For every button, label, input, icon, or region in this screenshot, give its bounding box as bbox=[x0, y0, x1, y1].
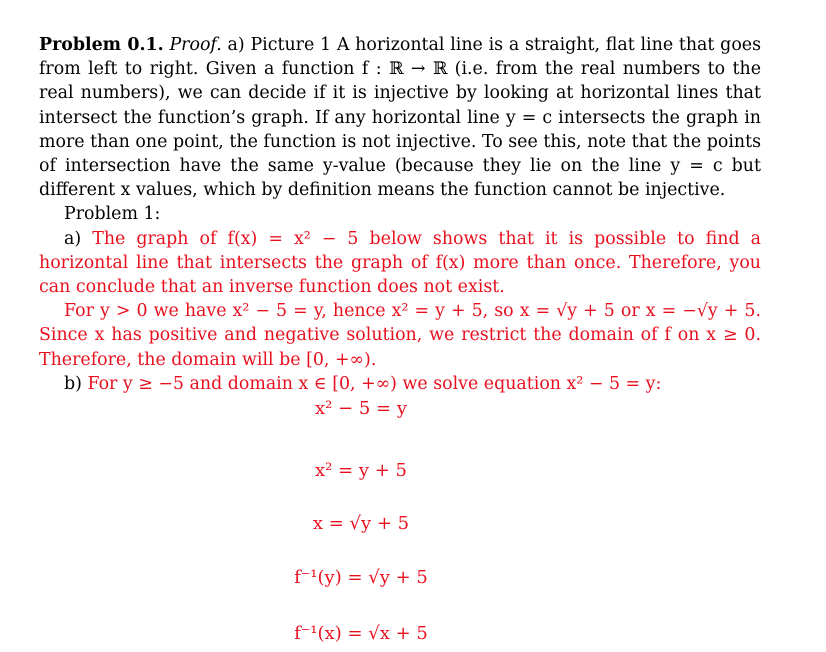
part-a-prefix: a) bbox=[64, 228, 82, 249]
intro-paragraph bbox=[39, 33, 761, 202]
equation-4: f⁻¹(y) = √y + 5 bbox=[294, 567, 428, 588]
intro-text: a) Picture 1 A horizontal line is a straight, flat line that goes from left to right. Given a function f : ℝ → ℝ (i.e. from the real numbers to the real numbers), we can decide if it is injective by looking at horizontal lines that intersect the function’s graph. If any horizontal line y = c intersects the graph in more than one point, the function is not injective. To see this, note that the points of intersection have the same y-value (because they lie on the line y = c but different x values, which by definition means the function cannot be injective. bbox=[39, 35, 761, 201]
part-a-domain-paragraph: For y > 0 we have x² − 5 = y, hence x² = y + 5, so x = √y + 5 or x = −√y + 5. Since x has positive and negative solution, we restrict the domain of f on x ≥ 0. Therefore, the domain will be [0, +∞). bbox=[39, 301, 761, 370]
document-body bbox=[39, 33, 761, 396]
equation-1: x² − 5 = y bbox=[314, 398, 408, 419]
problem-1-label: Problem 1: bbox=[64, 204, 161, 225]
equation-2: x² = y + 5 bbox=[314, 460, 408, 481]
part-b-prefix: b) bbox=[64, 373, 82, 394]
equation-5: f⁻¹(x) = √x + 5 bbox=[294, 623, 428, 644]
problem-heading: Problem 0.1. bbox=[39, 35, 164, 55]
equation-3: x = √y + 5 bbox=[312, 513, 410, 534]
part-b-paragraph bbox=[39, 372, 761, 396]
part-a-paragraph bbox=[39, 227, 761, 300]
part-b-red-text: For y ≥ −5 and domain x ∈ [0, +∞) we solve equation x² − 5 = y: bbox=[87, 373, 662, 394]
proof-label: Proof. bbox=[169, 35, 222, 55]
part-a-red-text: The graph of f(x) = x² − 5 below shows that it is possible to find a horizontal line that intersects the graph of f(x) more than once. Therefore, you can conclude that an inverse function does not exist. bbox=[39, 228, 762, 298]
